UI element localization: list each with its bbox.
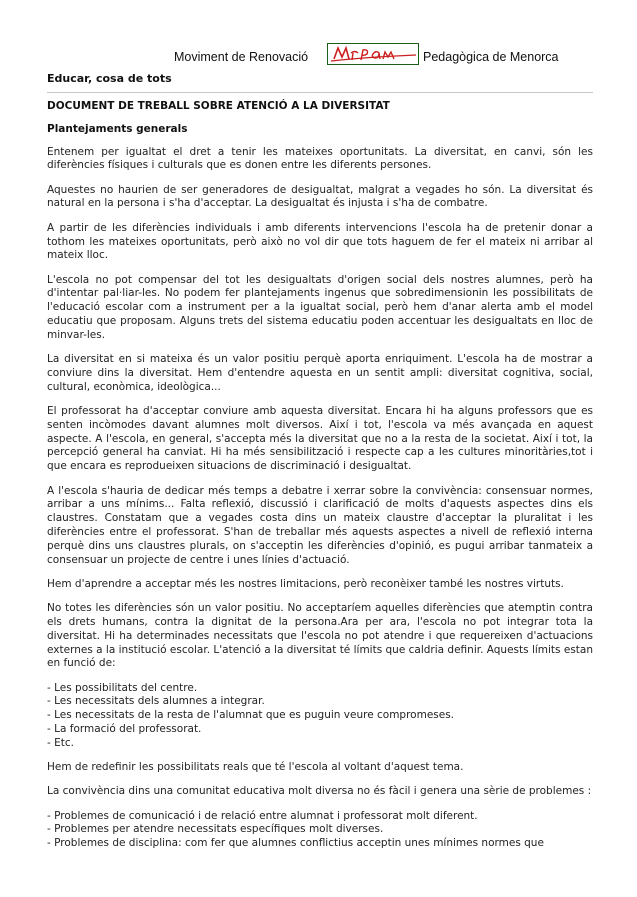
org-name-left: Moviment de Renovació (174, 50, 309, 64)
paragraph: Hem d'aprendre a acceptar més les nostres limitacions, però reconèixer també les nostres virtuts. (47, 577, 564, 590)
list-item: - Problemes de comunicació i de relació entre alumnat i professorat molt diferent. (47, 809, 478, 822)
document-page (47, 0, 593, 850)
paragraph: La diversitat en si mateixa és un valor positiu perquè aporta enriquiment. L'escola ha de mostrar a conviure dins la diversitat. Hem d'entendre aquesta en un sentit ampli: diversitat cognitiva, social, cultural, econòmica, ideològica... (47, 353, 593, 393)
paragraph: L'escola no pot compensar del tot les desigualtats d'origen social dels nostres alumnes, però ha d'intentar pal·liar-les. No podem fer plantejaments ingenus que sobredimensionin les possibilitats de l'educació escolar com a instrument per a la igualtat social, però hem d'anar alerta amb el model educatiu que proposam. Alguns trets del sistema educatiu poden accentuar les desigualtats en lloc de minvar-les. (47, 273, 593, 341)
list-item: - Problemes de disciplina: com fer que alumnes conflictius acceptin unes mínimes normes que (47, 837, 544, 850)
document-title: DOCUMENT DE TREBALL SOBRE ATENCIÓ A LA DIVERSITAT (47, 100, 390, 112)
paragraph: Aquestes no haurien de ser generadores de desigualtat, malgrat a vegades ho són. La diversitat és natural en la persona i s'ha d'acceptar. La desigualtat és injusta i s'ha de combatre. (47, 183, 593, 210)
site-title: Educar, cosa de tots (47, 72, 172, 85)
page-header (47, 0, 593, 85)
paragraph: Entenem per igualtat el dret a tenir les mateixes oportunitats. La diversitat, en canvi, són les diferències físiques i culturals que es donen entre les diferents persones. (47, 145, 593, 172)
paragraph: A l'escola s'hauria de dedicar més temps a debatre i xerrar sobre la convivència: consensuar normes, arribar a uns mínims... Falta reflexió, discussió i clarificació de molts d'aquests aspectes dins els claustres. Constatam que a vegades costa dins un mateix claustre d'acceptar la pluralitat i les diferències entre el professorat. S'han de treballar més aquests aspectes a nivell de reflexió interna perquè dins uns claustres plurals, on s'acceptin les diferències d'opinió, es pugui arribar tanmateix a consensuar un projecte de centre i unes línies d'actuació. (47, 484, 593, 566)
list-item: - Les possibilitats del centre. (47, 681, 198, 694)
paragraph: El professorat ha d'acceptar conviure amb aquesta diversitat. Encara hi ha alguns professors que es senten incòmodes davant alumnes molt diversos. Així i tot, l'escola va més avançada en aquest aspecte. A l'escola, en general, s'accepta més la diversitat que no a la resta de la societat. Així i tot, la percepció general ha canviat. Hi ha més sensibilització i respecte cap a les cultures minoritàries,tot i que encara es reprodueixen situacions de discriminació i desigualtat. (47, 405, 593, 473)
document-body (47, 100, 593, 862)
paragraph: Hem de redefinir les possibilitats reals que té l'escola al voltant d'aquest tema. (47, 761, 464, 774)
org-name-right: Pedagògica de Menorca (423, 50, 559, 64)
header-divider (47, 92, 593, 93)
problems-list (47, 810, 593, 851)
list-item: - La formació del professorat. (47, 722, 202, 735)
list-item: - Les necessitats dels alumnes a integrar. (47, 695, 265, 708)
section-heading: Plantejaments generals (47, 122, 188, 135)
paragraph: No totes les diferències són un valor positiu. No acceptaríem aquelles diferències que atemptin contra els drets humans, contra la dignitat de la persona.Ara per ara, l'escola no pot integrar tota la diversitat. Hi ha determinades necessitats que l'escola no pot atendre i que requereixen d'actuacions externes a la institució escolar. L'atenció a la diversitat té límits que caldria definir. Aquests límits estan en funció de: (47, 602, 593, 670)
list-item: - Les necessitats de la resta de l'alumnat que es puguin veure compromeses. (47, 709, 455, 722)
paragraph: A partir de les diferències individuals i amb diferents intervencions l'escola ha de pretenir donar a tothom les mateixes oportunitats, però això no vol dir que tots haguem de fer el mateix ni arribar al mateix lloc. (47, 221, 593, 262)
mrpam-logo (327, 43, 419, 65)
list-item: - Problemes per atendre necessitats específiques molt diverses. (47, 823, 384, 836)
paragraph: La convivència dins una comunitat educativa molt diversa no és fàcil i genera una sèrie de problemes : (47, 785, 592, 798)
limits-list (47, 682, 593, 751)
list-item: - Etc. (47, 736, 74, 749)
